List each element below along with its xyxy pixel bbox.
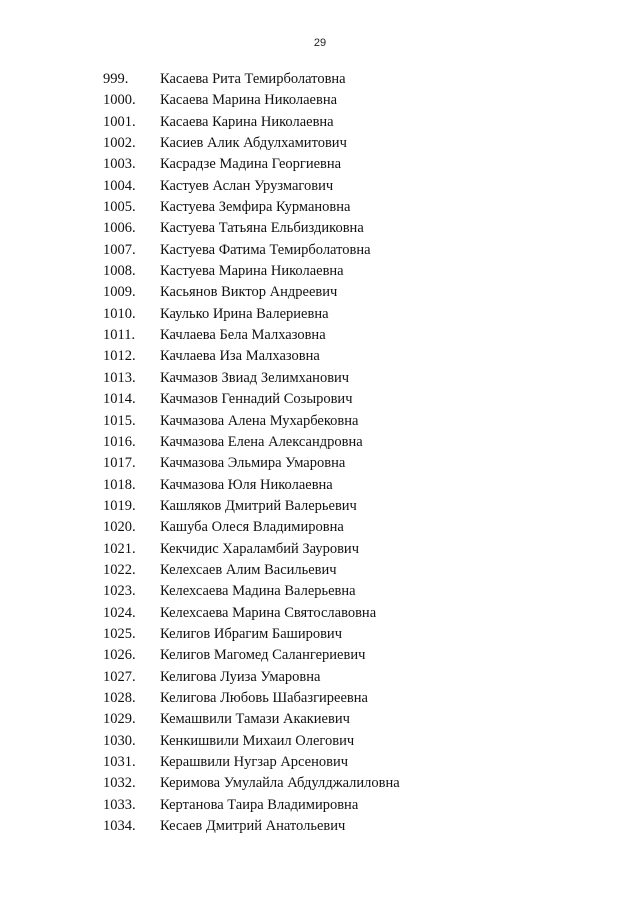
entry-number: 1017. xyxy=(103,455,136,472)
list-item xyxy=(0,560,640,581)
entry-name: Касаева Марина Николаевна xyxy=(160,92,338,109)
entry-name: Качмазов Геннадий Созырович xyxy=(160,391,353,408)
entry-name: Кастуева Фатима Темирболатовна xyxy=(160,241,371,258)
entry-name: Касаева Карина Николаевна xyxy=(160,113,334,130)
list-item xyxy=(0,517,640,538)
entry-number: 1021. xyxy=(103,540,136,557)
list-item xyxy=(0,69,640,90)
entry-name: Качлаева Иза Малхазовна xyxy=(160,348,320,365)
entry-name: Келехсаев Алим Васильевич xyxy=(160,561,337,578)
entry-number: 1016. xyxy=(103,433,136,450)
entry-name: Кашуба Олеся Владимировна xyxy=(160,519,344,536)
entry-number: 1007. xyxy=(103,241,136,258)
entry-number: 1018. xyxy=(103,476,136,493)
entry-name: Касрадзе Мадина Георгиевна xyxy=(160,156,342,173)
list-item xyxy=(0,603,640,624)
entry-number: 1023. xyxy=(103,583,136,600)
entry-number: 1009. xyxy=(103,284,136,301)
entry-name: Кастуев Аслан Урузмагович xyxy=(160,177,334,194)
entry-name: Кенкишвили Михаил Олегович xyxy=(160,732,355,749)
entry-number: 1024. xyxy=(103,604,136,621)
entry-number: 1008. xyxy=(103,263,136,280)
list-item xyxy=(0,475,640,496)
entry-number: 1006. xyxy=(103,220,136,237)
entry-name: Кастуева Татьяна Ельбиздиковна xyxy=(160,220,364,237)
list-item xyxy=(0,304,640,325)
entry-name: Качмазова Елена Александровна xyxy=(160,433,363,450)
list-item xyxy=(0,368,640,389)
list-item xyxy=(0,261,640,282)
entry-number: 1029. xyxy=(103,711,136,728)
entry-name: Касиев Алик Абдулхамитович xyxy=(160,135,347,152)
entry-name: Келехсаева Мадина Валерьевна xyxy=(160,583,356,600)
list-item xyxy=(0,795,640,816)
list-item xyxy=(0,773,640,794)
entry-number: 1002. xyxy=(103,135,136,152)
entry-number: 1001. xyxy=(103,113,136,130)
list-item xyxy=(0,688,640,709)
entry-number: 1026. xyxy=(103,647,136,664)
entry-name: Качмазов Звиад Зелимханович xyxy=(160,369,350,386)
entry-name: Кашляков Дмитрий Валерьевич xyxy=(160,497,357,514)
entry-number: 1005. xyxy=(103,199,136,216)
list-item xyxy=(0,176,640,197)
entry-number: 1033. xyxy=(103,796,136,813)
list-item xyxy=(0,240,640,261)
list-item xyxy=(0,389,640,410)
list-item xyxy=(0,218,640,239)
entry-name: Кастуева Марина Николаевна xyxy=(160,263,344,280)
list-item xyxy=(0,667,640,688)
entry-number: 999. xyxy=(103,71,129,87)
entry-name: Касьянов Виктор Андреевич xyxy=(160,284,338,301)
entry-name: Келигова Луиза Умаровна xyxy=(160,668,321,685)
entry-name: Келехсаева Марина Святославовна xyxy=(160,604,377,621)
entry-number: 1012. xyxy=(103,348,136,365)
entry-name: Керашвили Нугзар Арсенович xyxy=(160,754,349,770)
list-item xyxy=(0,731,640,752)
list-item xyxy=(0,133,640,154)
entry-name: Касаева Рита Темирболатовна xyxy=(160,71,346,87)
list-item xyxy=(0,325,640,346)
list-item xyxy=(0,496,640,517)
page-number: 29 xyxy=(313,37,327,49)
entry-number: 1028. xyxy=(103,689,136,706)
entry-name: Келигов Ибрагим Баширович xyxy=(160,625,342,642)
entry-name: Кесаев Дмитрий Анатольевич xyxy=(160,818,346,835)
list-item xyxy=(0,624,640,645)
entry-number: 1013. xyxy=(103,369,136,386)
entry-number: 1034. xyxy=(103,818,136,835)
list-item xyxy=(0,752,640,773)
entry-name: Кемашвили Тамази Акакиевич xyxy=(160,711,350,728)
list-item xyxy=(0,154,640,175)
entry-number: 1010. xyxy=(103,305,136,322)
entry-number: 1015. xyxy=(103,412,136,429)
name-list xyxy=(0,69,640,837)
entry-name: Керимова Умулайла Абдулджалиловна xyxy=(160,775,400,792)
list-item xyxy=(0,645,640,666)
entry-number: 1022. xyxy=(103,561,136,578)
list-item xyxy=(0,197,640,218)
entry-name: Качмазова Юля Николаевна xyxy=(160,476,333,493)
entry-number: 1011. xyxy=(103,327,136,344)
list-item xyxy=(0,709,640,730)
list-item xyxy=(0,453,640,474)
list-item xyxy=(0,282,640,303)
list-item xyxy=(0,411,640,432)
entry-number: 1014. xyxy=(103,391,136,408)
entry-name: Качмазова Эльмира Умаровна xyxy=(160,455,346,472)
entry-name: Кертанова Таира Владимировна xyxy=(160,796,359,813)
entry-number: 1004. xyxy=(103,177,136,194)
entry-name: Келигов Магомед Салангериевич xyxy=(160,647,366,664)
entry-number: 1003. xyxy=(103,156,136,173)
list-item xyxy=(0,112,640,133)
entry-name: Каулько Ирина Валериевна xyxy=(160,305,329,322)
entry-number: 1031. xyxy=(103,754,136,770)
entry-number: 1027. xyxy=(103,668,136,685)
entry-number: 1019. xyxy=(103,497,136,514)
list-item xyxy=(0,816,640,837)
list-item xyxy=(0,581,640,602)
entry-name: Кекчидис Хараламбий Заурович xyxy=(160,540,359,557)
entry-name: Качлаева Бела Малхазовна xyxy=(160,327,326,344)
list-item xyxy=(0,539,640,560)
entry-number: 1000. xyxy=(103,92,136,109)
entry-number: 1020. xyxy=(103,519,136,536)
list-item xyxy=(0,90,640,111)
entry-name: Качмазова Алена Мухарбековна xyxy=(160,412,359,429)
list-item xyxy=(0,346,640,367)
entry-name: Кастуева Земфира Курмановна xyxy=(160,199,351,216)
entry-number: 1025. xyxy=(103,625,136,642)
list-item xyxy=(0,432,640,453)
entry-number: 1030. xyxy=(103,732,136,749)
entry-name: Келигова Любовь Шабазгиреевна xyxy=(160,689,368,706)
entry-number: 1032. xyxy=(103,775,136,792)
